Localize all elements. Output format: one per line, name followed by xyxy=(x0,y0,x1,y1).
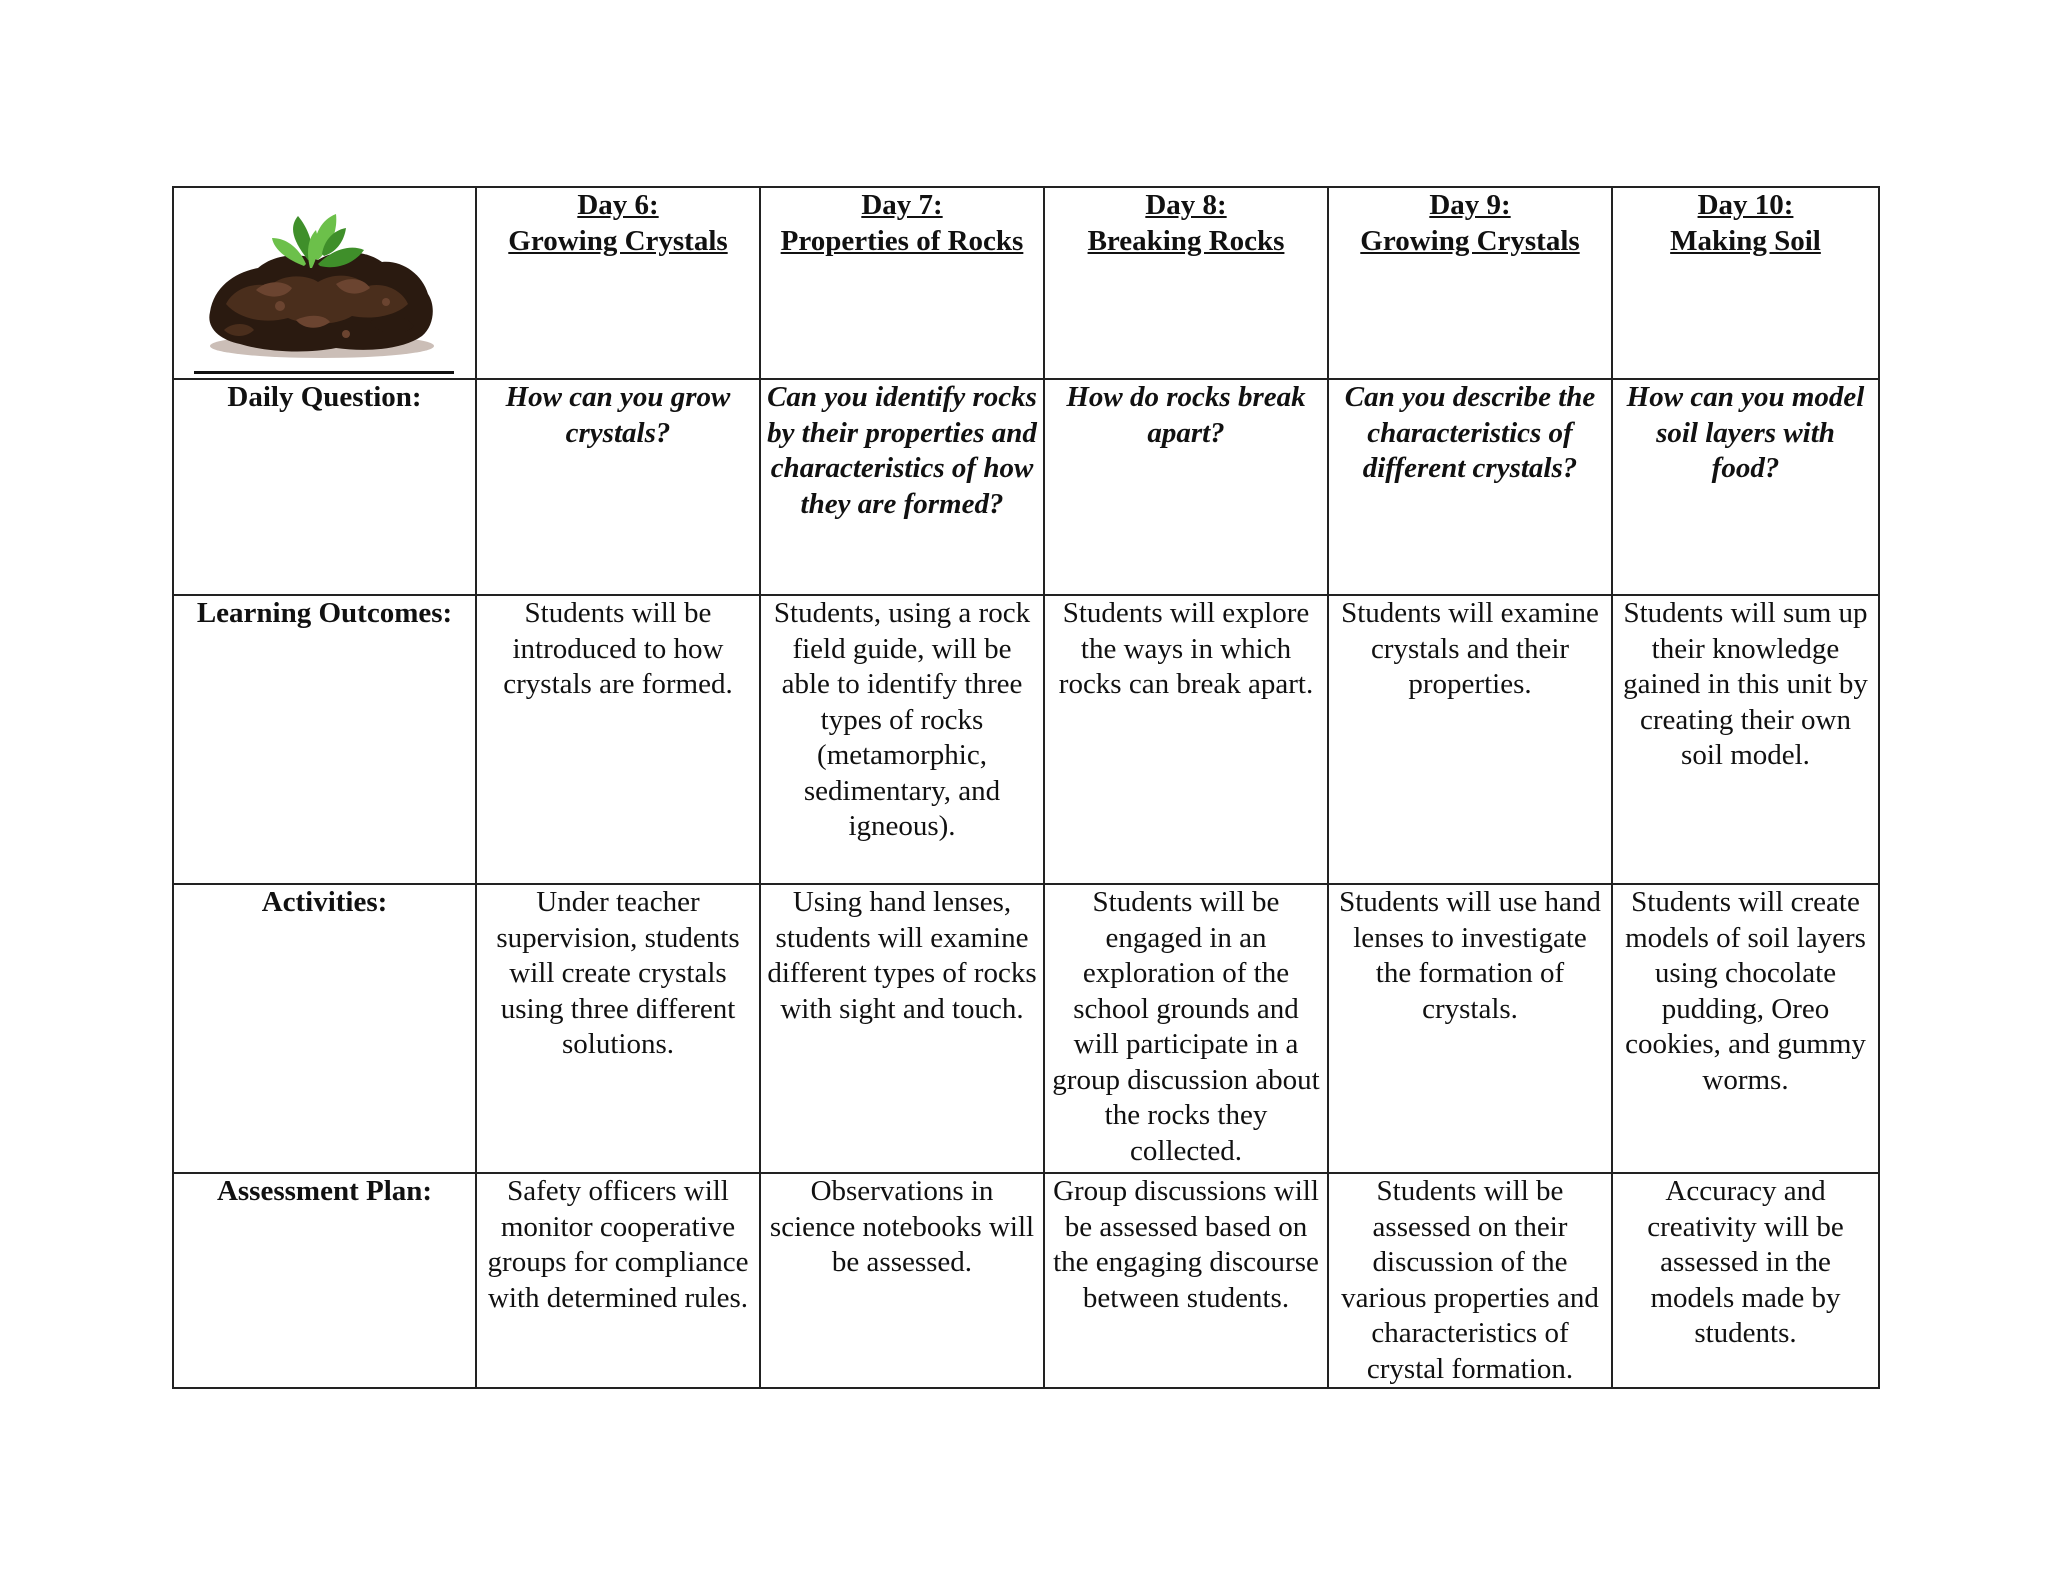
assessment-cell: Group discussions will be assessed based on the engaging discourse between students. xyxy=(1044,1173,1328,1388)
header-row xyxy=(173,187,1879,379)
activity-cell: Students will use hand lenses to investigate the formation of crystals. xyxy=(1328,884,1612,1173)
row-label-daily-question: Daily Question: xyxy=(173,379,476,595)
day-label: Day 8: xyxy=(1145,189,1227,221)
day-label: Day 9: xyxy=(1429,189,1511,221)
assessment-cell: Safety officers will monitor cooperative groups for compliance with determined rules. xyxy=(476,1173,760,1388)
day-topic: Breaking Rocks xyxy=(1087,224,1285,257)
daily-question-cell: How do rocks break apart? xyxy=(1044,379,1328,595)
learning-outcome-cell: Students will explore the ways in which rocks can break apart. xyxy=(1044,595,1328,884)
learning-outcomes-row xyxy=(173,595,1879,884)
daily-question-cell: How can you grow crystals? xyxy=(476,379,760,595)
activity-cell: Students will be engaged in an exploration of the school grounds and will participate in a group discussion about the rocks they collected. xyxy=(1044,884,1328,1173)
logo-cell xyxy=(173,187,476,379)
learning-outcome-cell: Students will be introduced to how crystals are formed. xyxy=(476,595,760,884)
assessment-cell: Accuracy and creativity will be assessed in the models made by students. xyxy=(1612,1173,1879,1388)
day-9-header xyxy=(1328,187,1612,379)
day-8-header xyxy=(1044,187,1328,379)
assessment-plan-row xyxy=(173,1173,1879,1388)
day-topic: Making Soil xyxy=(1670,224,1821,257)
day-6-header xyxy=(476,187,760,379)
daily-question-cell: How can you model soil layers with food? xyxy=(1612,379,1879,595)
day-topic: Properties of Rocks xyxy=(780,224,1024,257)
day-7-header xyxy=(760,187,1044,379)
learning-outcome-cell: Students will sum up their knowledge gained in this unit by creating their own soil model. xyxy=(1612,595,1879,884)
daily-question-cell: Can you identify rocks by their properties and characteristics of how they are formed? xyxy=(760,379,1044,595)
lesson-plan-table xyxy=(172,186,1880,1389)
day-label: Day 6: xyxy=(577,189,659,221)
learning-outcome-cell: Students will examine crystals and their properties. xyxy=(1328,595,1612,884)
daily-question-row xyxy=(173,379,1879,595)
soil-with-seedling-icon xyxy=(196,194,444,364)
assessment-cell: Observations in science notebooks will be assessed. xyxy=(760,1173,1044,1388)
assessment-cell: Students will be assessed on their discussion of the various properties and characteristics of crystal formation. xyxy=(1328,1173,1612,1388)
logo-underline xyxy=(194,371,454,374)
activities-row xyxy=(173,884,1879,1173)
row-label-learning-outcomes: Learning Outcomes: xyxy=(173,595,476,884)
learning-outcome-cell: Students, using a rock field guide, will be able to identify three types of rocks (metamorphic, sedimentary, and igneous). xyxy=(760,595,1044,884)
activity-cell: Using hand lenses, students will examine different types of rocks with sight and touch. xyxy=(760,884,1044,1173)
activity-cell: Students will create models of soil layers using chocolate pudding, Oreo cookies, and gummy worms. xyxy=(1612,884,1879,1173)
daily-question-cell: Can you describe the characteristics of different crystals? xyxy=(1328,379,1612,595)
day-label: Day 7: xyxy=(861,189,943,221)
activity-cell: Under teacher supervision, students will create crystals using three different solutions. xyxy=(476,884,760,1173)
day-topic: Growing Crystals xyxy=(508,224,728,257)
day-10-header xyxy=(1612,187,1879,379)
row-label-activities: Activities: xyxy=(173,884,476,1173)
row-label-assessment-plan: Assessment Plan: xyxy=(173,1173,476,1388)
day-label: Day 10: xyxy=(1697,189,1794,221)
day-topic: Growing Crystals xyxy=(1360,224,1580,257)
